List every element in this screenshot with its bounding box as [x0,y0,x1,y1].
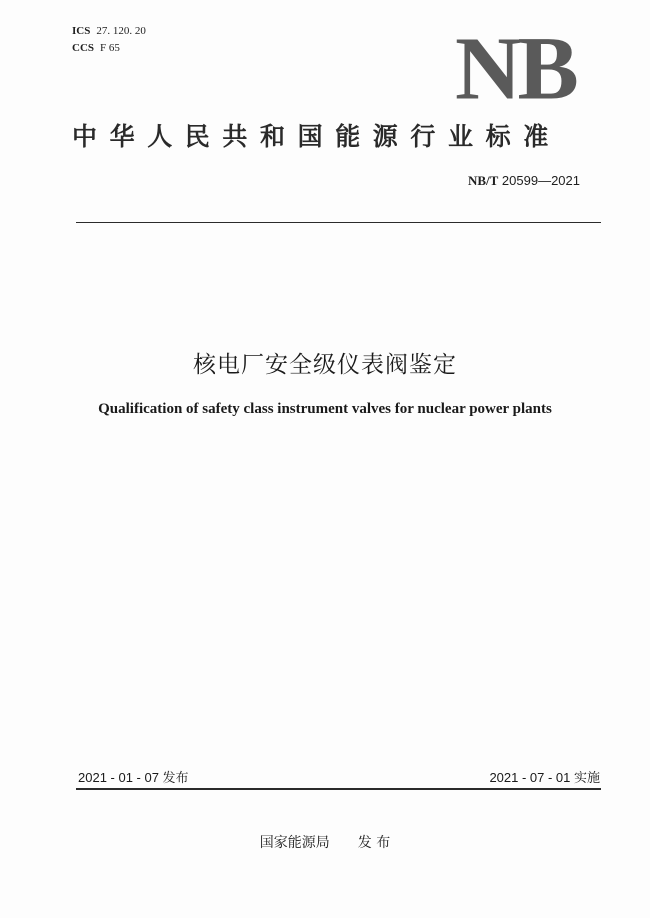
ccs-code [72,42,120,54]
document-title-chinese: 核电厂安全级仪表阀鉴定 [193,352,457,378]
ccs-label: CCS [72,42,95,54]
bottom-divider [76,788,601,790]
issuer-name: 国家能源局 [259,835,330,851]
implementation-date: 2021 - 07 - 01 实施 [489,770,600,785]
standard-number-value: 20599—2021 [501,173,580,188]
standard-prefix: NB/T [467,173,499,188]
issuer-action: 发 布 [357,835,391,851]
issue-date: 2021 - 01 - 07 发布 [78,770,189,785]
standard-number [468,173,580,189]
nb-logo: NB [455,18,575,118]
organization-title: 中华人民共和国能源行业标准 [72,122,561,151]
ics-value: 27. 120. 20 [96,25,146,37]
ics-label: ICS [72,25,91,37]
document-title-english: Qualification of safety class instrument valves for nuclear power plants [98,401,552,417]
issuer [0,832,650,852]
ccs-value: F 65 [100,42,120,54]
top-divider [76,222,601,223]
ics-code [72,25,146,37]
